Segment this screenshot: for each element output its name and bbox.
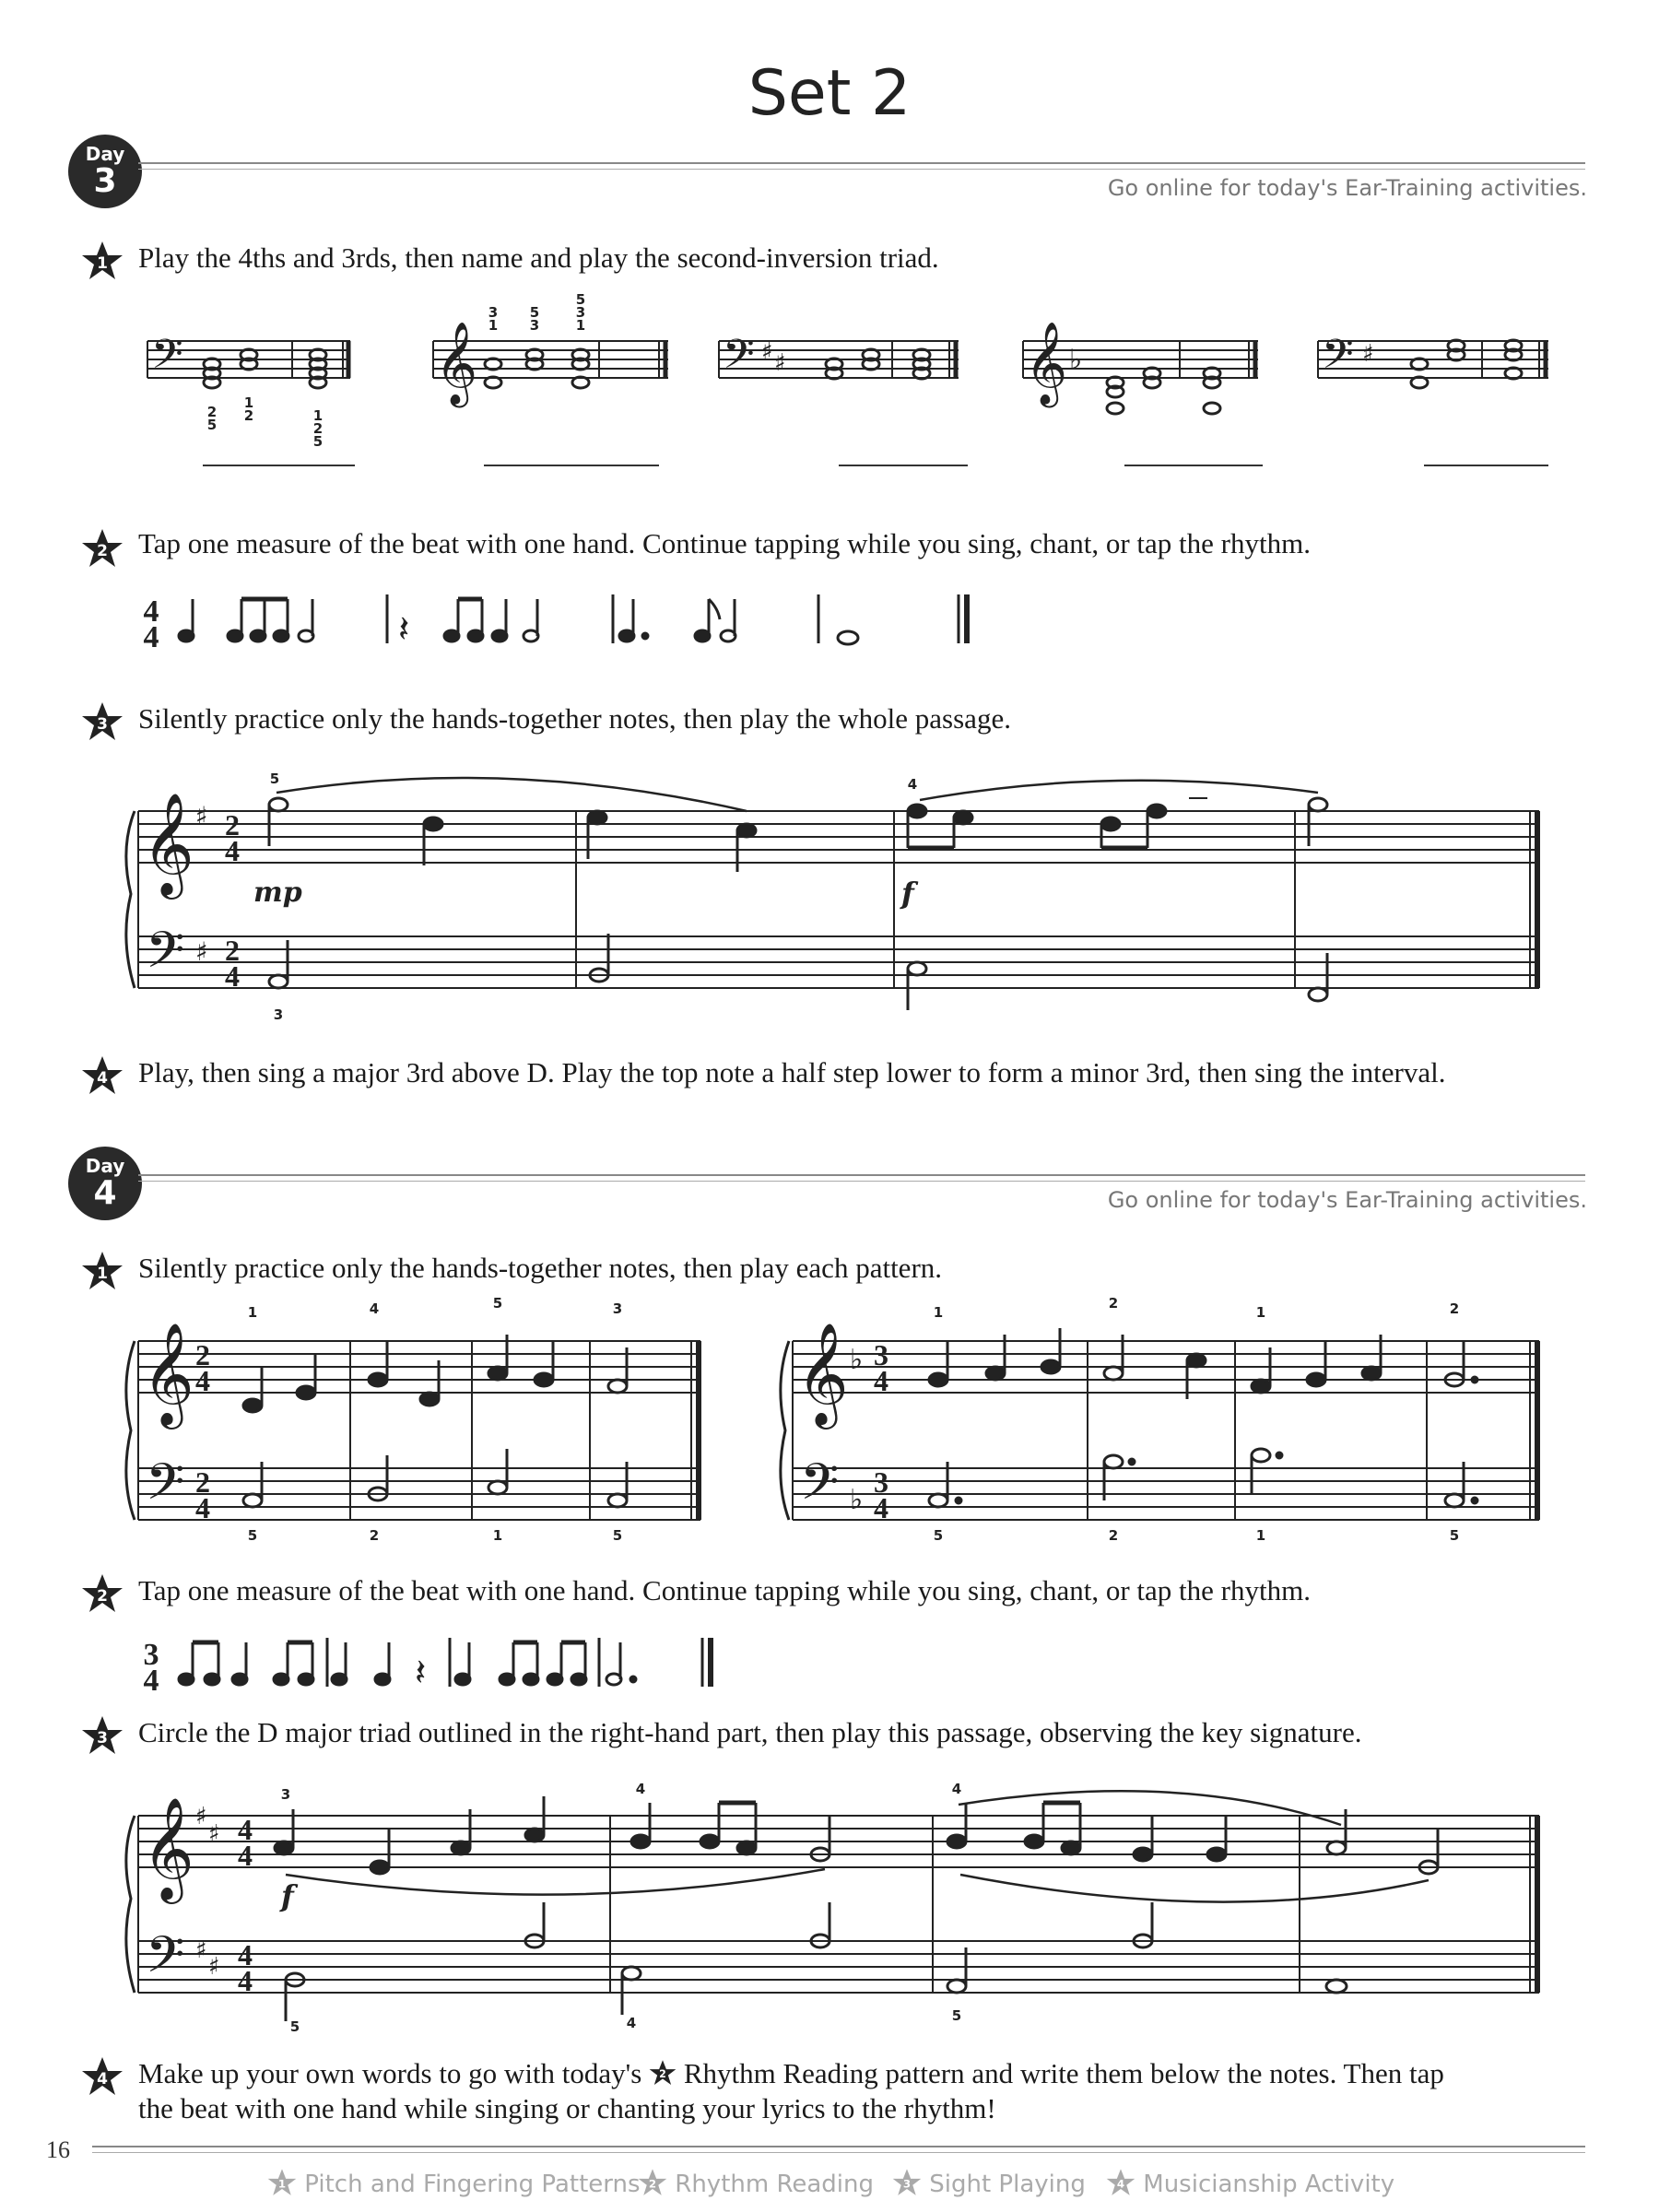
- svg-text:1: 1: [243, 394, 254, 411]
- svg-text:2: 2: [195, 1465, 210, 1499]
- svg-text:1: 1: [312, 407, 324, 424]
- ear-training-note: Go online for today's Ear-Training activities.: [1107, 1187, 1587, 1213]
- svg-text:4: 4: [238, 1938, 253, 1971]
- svg-text:3: 3: [902, 2177, 912, 2191]
- footer-legend-1: 1 Pitch and Fingering Patterns: [267, 2168, 641, 2198]
- bass-clef-icon: 𝄢: [146, 1925, 185, 1996]
- treble-clef-icon: 𝄞: [142, 1796, 194, 1900]
- svg-text:1: 1: [277, 2177, 287, 2191]
- footer-legend-3: 3 Sight Playing: [892, 2168, 1086, 2198]
- svg-text:1: 1: [1255, 1304, 1266, 1321]
- activity-4-star-icon: [81, 2055, 124, 2098]
- svg-text:2: 2: [648, 2177, 657, 2191]
- svg-text:1: 1: [492, 1527, 503, 1544]
- activity-1-instruction: Silently practice only the hands-together notes, then play each pattern.: [138, 1252, 943, 1284]
- svg-text:1: 1: [575, 317, 586, 334]
- svg-text:♯: ♯: [195, 1803, 207, 1830]
- svg-text:2: 2: [1108, 1295, 1119, 1312]
- svg-text:3: 3: [97, 1729, 108, 1747]
- svg-text:2: 2: [97, 542, 108, 560]
- footer-legend-2: 2 Rhythm Reading: [638, 2168, 874, 2198]
- bass-clef-icon: 𝄢: [800, 1453, 840, 1524]
- svg-text:2: 2: [195, 1338, 210, 1371]
- bass-clef-icon: 𝄢: [146, 921, 185, 992]
- svg-text:3: 3: [874, 1465, 888, 1499]
- activity-2-star-icon: [81, 527, 124, 570]
- page-title: Set 2: [747, 57, 912, 130]
- svg-text:4: 4: [238, 1813, 253, 1846]
- svg-text:𝄽: 𝄽: [415, 1652, 427, 1694]
- rhythm-pattern-day3: [138, 571, 1060, 664]
- sight-playing-day3: [120, 756, 1558, 1023]
- svg-text:5: 5: [312, 433, 324, 450]
- treble-clef-icon: 𝄞: [142, 792, 194, 895]
- svg-text:♯: ♯: [208, 1820, 220, 1848]
- activity-4-star-icon: [81, 1054, 124, 1097]
- svg-text:3: 3: [273, 1006, 284, 1023]
- activity-3-instruction: Circle the D major triad outlined in the right-hand part, then play this passage, observing the key signature.: [138, 1716, 1362, 1748]
- svg-text:1: 1: [488, 317, 499, 334]
- svg-text:♯: ♯: [208, 1953, 220, 1981]
- svg-text:4: 4: [143, 1664, 159, 1698]
- svg-text:𝄽: 𝄽: [398, 608, 410, 651]
- activity-3-instruction: Silently practice only the hands-together notes, then play the whole passage.: [138, 702, 1011, 735]
- svg-text:5: 5: [206, 417, 218, 433]
- svg-text:1: 1: [247, 1304, 258, 1321]
- svg-text:♯: ♯: [1362, 340, 1374, 368]
- svg-text:1: 1: [97, 1265, 108, 1283]
- bass-clef-icon: 𝄢: [723, 330, 755, 388]
- svg-text:4: 4: [195, 1364, 210, 1397]
- activity-1-star-icon: [81, 1250, 124, 1292]
- svg-text:♭: ♭: [850, 1484, 864, 1516]
- ear-training-note: Go online for today's Ear-Training activities.: [1107, 175, 1587, 201]
- svg-text:2: 2: [369, 1527, 380, 1544]
- day-label: Day: [85, 1155, 125, 1177]
- svg-text:5: 5: [612, 1527, 623, 1544]
- svg-text:4: 4: [143, 620, 159, 654]
- svg-text:4: 4: [369, 1300, 380, 1317]
- svg-text:4: 4: [143, 594, 159, 629]
- svg-text:5: 5: [247, 1527, 258, 1544]
- svg-text:5: 5: [951, 2007, 962, 2024]
- svg-text:1: 1: [1255, 1527, 1266, 1544]
- svg-text:2: 2: [659, 2068, 666, 2081]
- activity-4-instruction: Play, then sing a major 3rd above D. Play the top note a half step lower to form a minor 3rd, then sing the interval.: [138, 1056, 1446, 1088]
- activity-2-star-icon: [81, 1572, 124, 1615]
- section-rule: [138, 1174, 1585, 1176]
- day-number: 3: [93, 162, 117, 200]
- activity-4-instruction-line-1: Make up your own words to go with today's 2 Rhythm Reading pattern and write them below the notes. Then tap: [138, 2057, 1444, 2089]
- svg-text:3: 3: [874, 1338, 888, 1371]
- activity-2-instruction: Tap one measure of the beat with one hand. Continue tapping while you sing, chant, or tap the rhythm.: [138, 527, 1311, 559]
- svg-text:♭: ♭: [1069, 344, 1083, 376]
- sight-playing-day4: [120, 1760, 1558, 2035]
- section-rule-thin: [138, 169, 1585, 170]
- rhythm-reading-star-icon: [649, 2059, 677, 2087]
- svg-text:♯: ♯: [195, 936, 208, 967]
- rhythm-pattern-day4: [138, 1615, 1060, 1707]
- svg-text:2: 2: [243, 407, 254, 424]
- svg-text:3: 3: [529, 317, 540, 334]
- day-3-badge: [68, 135, 142, 208]
- svg-text:2: 2: [1108, 1527, 1119, 1544]
- section-rule-thin: [138, 1181, 1585, 1182]
- sight-star-icon: [892, 2168, 922, 2197]
- svg-text:3: 3: [575, 304, 586, 321]
- svg-text:♯: ♯: [195, 801, 208, 831]
- footer-rule-thin: [92, 2152, 1585, 2153]
- day-number: 4: [93, 1174, 117, 1212]
- treble-clef-icon: 𝄞: [435, 322, 478, 405]
- svg-text:1: 1: [97, 254, 108, 273]
- svg-text:4: 4: [1116, 2177, 1125, 2191]
- dynamic-mp: mp: [253, 877, 302, 909]
- svg-text:4: 4: [97, 1069, 108, 1088]
- activity-2-instruction: Tap one measure of the beat with one hand. Continue tapping while you sing, chant, or tap the rhythm.: [138, 1574, 1311, 1606]
- svg-text:4: 4: [874, 1364, 888, 1397]
- svg-text:5: 5: [269, 771, 280, 787]
- svg-text:4: 4: [238, 1964, 253, 1997]
- svg-text:2: 2: [225, 934, 240, 967]
- bass-clef-icon: 𝄢: [1322, 330, 1354, 388]
- svg-text:3: 3: [143, 1638, 159, 1672]
- treble-clef-icon: 𝄞: [1025, 322, 1068, 405]
- svg-text:5: 5: [289, 2018, 300, 2035]
- svg-text:3: 3: [612, 1300, 623, 1317]
- svg-text:2: 2: [206, 404, 218, 420]
- page-number: 16: [46, 2136, 70, 2163]
- svg-text:3: 3: [97, 715, 108, 734]
- activity-3-star-icon: [81, 1714, 124, 1757]
- footer-rule: [92, 2146, 1585, 2147]
- svg-text:2: 2: [1449, 1300, 1460, 1317]
- day-label: Day: [85, 143, 125, 165]
- svg-text:4: 4: [635, 1781, 646, 1797]
- svg-text:5: 5: [529, 304, 540, 321]
- svg-text:♯: ♯: [195, 1936, 207, 1964]
- svg-text:5: 5: [1449, 1527, 1460, 1544]
- svg-text:4: 4: [907, 776, 918, 793]
- dynamic-f: f: [901, 876, 914, 911]
- svg-text:3: 3: [280, 1786, 291, 1803]
- activity-3-star-icon: [81, 700, 124, 743]
- activity-1-star-icon: [81, 240, 124, 282]
- svg-text:♯: ♯: [761, 338, 773, 366]
- svg-text:2: 2: [225, 808, 240, 841]
- dynamic-f: f: [281, 1878, 294, 1913]
- bass-clef-icon: 𝄢: [151, 330, 183, 388]
- treble-clef-icon: 𝄞: [142, 1322, 194, 1425]
- svg-text:♭: ♭: [850, 1344, 864, 1376]
- activity-4-instruction-line-2: the beat with one hand while singing or chanting your lyrics to the rhythm!: [138, 2092, 996, 2124]
- svg-text:4: 4: [626, 2015, 637, 2031]
- section-rule: [138, 162, 1585, 164]
- rhythm-star-icon: [638, 2168, 667, 2197]
- svg-text:4: 4: [238, 1839, 253, 1872]
- svg-text:♯: ♯: [774, 349, 786, 377]
- day-4-badge: [68, 1147, 142, 1220]
- svg-text:1: 1: [933, 1304, 944, 1321]
- interval-exercises: [138, 291, 1576, 470]
- svg-text:3: 3: [488, 304, 499, 321]
- bass-clef-icon: 𝄢: [146, 1453, 185, 1524]
- svg-text:5: 5: [492, 1295, 503, 1312]
- svg-text:4: 4: [951, 1781, 962, 1797]
- svg-text:4: 4: [225, 959, 240, 993]
- musicianship-star-icon: [1106, 2168, 1135, 2197]
- svg-text:4: 4: [97, 2070, 108, 2088]
- svg-text:2: 2: [97, 1587, 108, 1606]
- activity-1-instruction: Play the 4ths and 3rds, then name and play the second-inversion triad.: [138, 241, 939, 274]
- pitch-star-icon: [267, 2168, 297, 2197]
- svg-text:5: 5: [575, 291, 586, 308]
- fingering-patterns-day4: [120, 1295, 1558, 1544]
- svg-text:4: 4: [195, 1491, 210, 1524]
- svg-text:4: 4: [225, 834, 240, 867]
- svg-text:2: 2: [312, 420, 324, 437]
- footer-legend-4: 4 Musicianship Activity: [1106, 2168, 1394, 2198]
- treble-clef-icon: 𝄞: [796, 1322, 849, 1425]
- svg-text:5: 5: [933, 1527, 944, 1544]
- svg-text:4: 4: [874, 1491, 888, 1524]
